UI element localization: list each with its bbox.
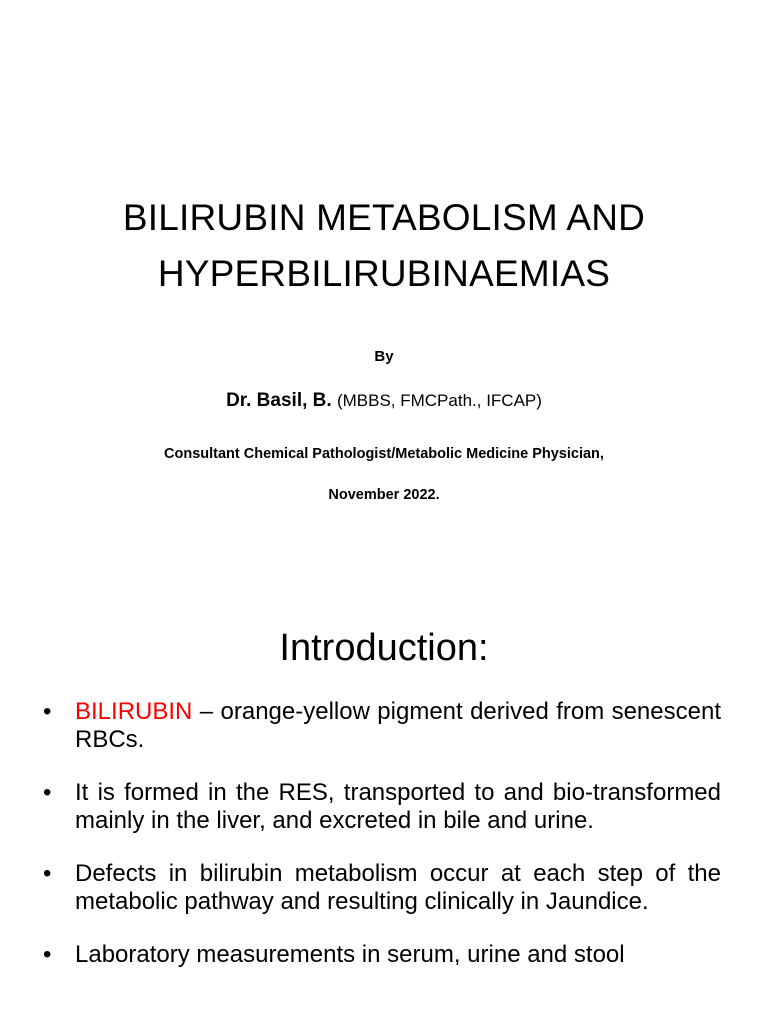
bullet-item: [43, 941, 721, 969]
author-line: [0, 390, 768, 412]
presentation-date: November 2022.: [328, 487, 440, 503]
bullet-item: [43, 698, 721, 754]
bullet-text: – orange-yellow pigment derived from senescent RBCs.: [75, 698, 721, 753]
bullet-icon: •: [43, 779, 52, 806]
bullet-highlight: BILIRUBIN: [75, 698, 193, 725]
bullet-text: Defects in bilirubin metabolism occur at each step of the metabolic pathway and resulting clinically in Jaundice.: [75, 860, 721, 915]
bullet-item: [43, 860, 721, 916]
author-name: Dr. Basil, B.: [226, 390, 332, 411]
bullet-icon: •: [43, 941, 52, 968]
author-role: Consultant Chemical Pathologist/Metabolic Medicine Physician,: [164, 446, 604, 462]
by-label: By: [374, 348, 394, 365]
bullet-item: [43, 779, 721, 835]
title-line-1: BILIRUBIN METABOLISM AND: [122, 197, 646, 238]
bullet-icon: •: [43, 698, 52, 725]
presentation-title: [40, 190, 728, 302]
introduction-slide: [0, 576, 768, 1024]
title-line-2: HYPERBILIRUBINAEMIAS: [157, 253, 611, 294]
bullet-text: Laboratory measurements in serum, urine and stool: [75, 941, 625, 968]
author-credentials: (MBBS, FMCPath., IFCAP): [336, 391, 542, 410]
bullet-icon: •: [43, 860, 52, 887]
slide-title: Introduction:: [279, 627, 489, 669]
bullet-list: [43, 698, 721, 994]
bullet-text: It is formed in the RES, transported to and bio-transformed mainly in the liver, and excreted in bile and urine.: [75, 779, 721, 834]
